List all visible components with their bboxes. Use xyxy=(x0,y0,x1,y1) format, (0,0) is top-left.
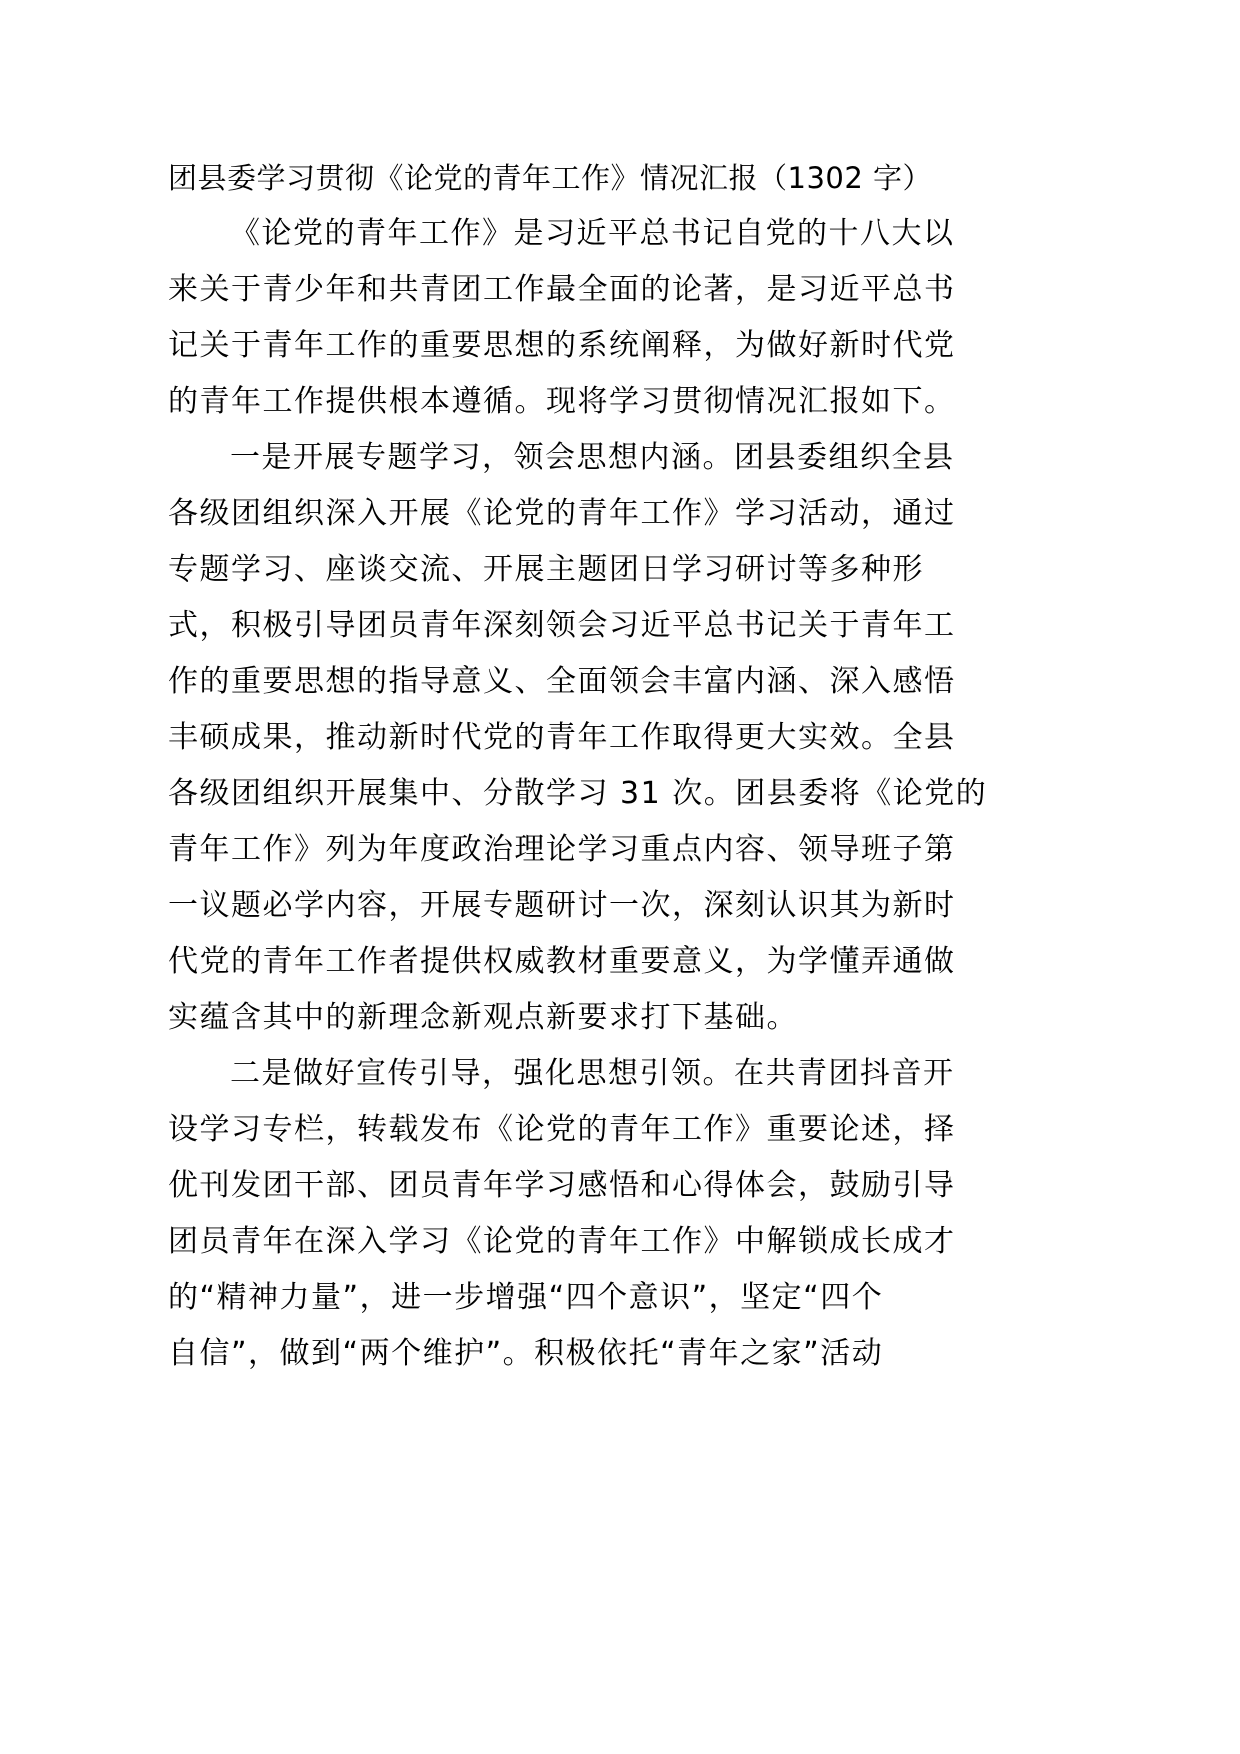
paragraph-line: 各级团组织开展集中、分散学习 31 次。团县委将《论党的 xyxy=(168,776,988,811)
paragraph-line: 《论党的青年工作》是习近平总书记自党的十八大以 xyxy=(230,216,955,251)
paragraph-section-1 xyxy=(168,430,988,1046)
paragraph-line: 设学习专栏，转载发布《论党的青年工作》重要论述，择 xyxy=(168,1112,956,1147)
section-heading-line: 二是做好宣传引导，强化思想引领。在共青团抖音开 xyxy=(230,1056,955,1091)
paragraph-line: 的“精神力量”，进一步增强“四个意识”，坚定“四个 xyxy=(168,1280,884,1315)
paragraph-line: 团员青年在深入学习《论党的青年工作》中解锁成长成才 xyxy=(168,1224,956,1259)
paragraph-line: 各级团组织深入开展《论党的青年工作》学习活动，通过 xyxy=(168,496,956,531)
paragraph-line: 自信”，做到“两个维护”。积极依托“青年之家”活动 xyxy=(168,1336,884,1371)
paragraph-line: 一议题必学内容，开展专题研讨一次，深刻认识其为新时 xyxy=(168,888,956,923)
paragraph-line: 优刊发团干部、团员青年学习感悟和心得体会，鼓励引导 xyxy=(168,1168,956,1203)
paragraph-line: 式，积极引导团员青年深刻领会习近平总书记关于青年工 xyxy=(168,608,956,643)
paragraph-section-2 xyxy=(168,1046,956,1382)
paragraph-line: 丰硕成果，推动新时代党的青年工作取得更大实效。全县 xyxy=(168,720,956,755)
section-heading-line: 一是开展专题学习，领会思想内涵。团县委组织全县 xyxy=(230,440,955,475)
document-title: 团县委学习贯彻《论党的青年工作》情况汇报（1302 字） xyxy=(168,161,933,195)
paragraph-line: 来关于青少年和共青团工作最全面的论著，是习近平总书 xyxy=(168,272,956,307)
paragraph-line: 专题学习、座谈交流、开展主题团日学习研讨等多种形 xyxy=(168,552,924,587)
paragraph-line: 青年工作》列为年度政治理论学习重点内容、领导班子第 xyxy=(168,832,956,867)
paragraph-line: 实蕴含其中的新理念新观点新要求打下基础。 xyxy=(168,1000,798,1035)
paragraph-line: 作的重要思想的指导意义、全面领会丰富内涵、深入感悟 xyxy=(168,664,956,699)
paragraph-line: 的青年工作提供根本遵循。现将学习贯彻情况汇报如下。 xyxy=(168,384,956,419)
document-page xyxy=(168,150,988,1382)
paragraph-line: 记关于青年工作的重要思想的系统阐释，为做好新时代党 xyxy=(168,328,956,363)
paragraph-line: 代党的青年工作者提供权威教材重要意义，为学懂弄通做 xyxy=(168,944,956,979)
paragraph-intro xyxy=(168,206,956,430)
